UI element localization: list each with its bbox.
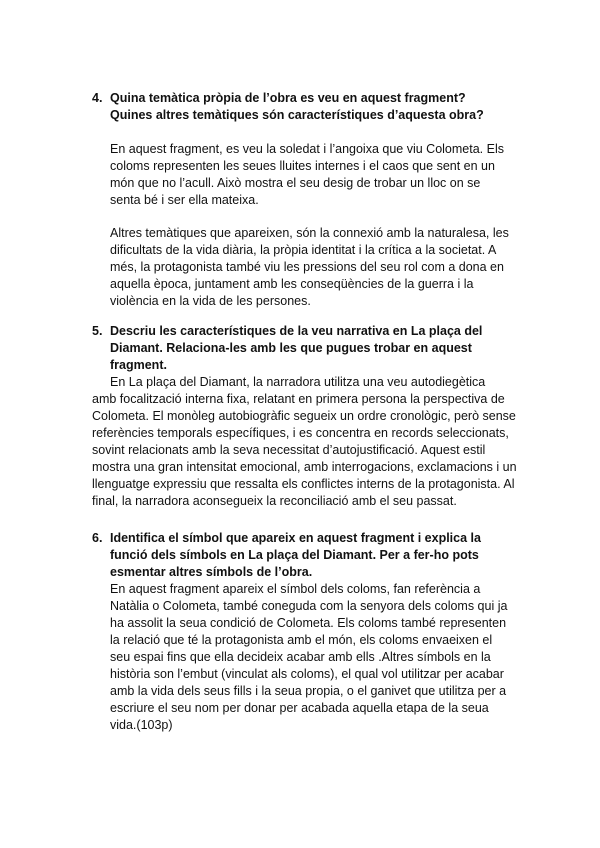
answer-6-paragraph [110, 581, 535, 734]
text-line: més, la protagonista també viu les pressions del seu rol com a dona en [110, 260, 504, 274]
text-line: món que no l’acull. Això mostra el seu desig de trobar un lloc on se [110, 176, 481, 190]
question-number: 5. [92, 324, 103, 338]
text-line: final, la narradora aconsegueix la reconciliació amb el seu passat. [92, 494, 457, 508]
answer-4-paragraph-2 [110, 225, 530, 310]
question-6-heading [92, 530, 532, 581]
answer-4-paragraph-1 [110, 141, 530, 209]
text-line: En aquest fragment, es veu la soledat i l’angoixa que viu Colometa. Els [110, 142, 504, 156]
text-line: En aquest fragment apareix el símbol dels coloms, fan referència a [110, 582, 481, 596]
text-line: Natàlia o Colometa, també coneguda com la senyora dels coloms qui ja [110, 599, 508, 613]
question-5-heading [92, 323, 532, 374]
question-line: Quines altres temàtiques són característiques d’aquesta obra? [110, 108, 484, 122]
question-line: Identifica el símbol que apareix en aquest fragment i explica la [110, 531, 481, 545]
text-line: Colometa. El monòleg autobiogràfic segueix un ordre cronològic, però sense [92, 409, 516, 423]
answer-5-paragraph [92, 374, 532, 510]
text-line: amb focalització interna fixa, relatant en primera persona la perspectiva de [92, 392, 505, 406]
question-line: esmentar altres símbols de l’obra. [110, 565, 313, 579]
question-line: Quina temàtica pròpia de l’obra es veu en aquest fragment? [110, 91, 466, 105]
text-line: la relació que té la protagonista amb el món, els coloms envaeixen el [110, 633, 493, 647]
text-line: Altres temàtiques que apareixen, són la connexió amb la naturalesa, les [110, 226, 509, 240]
question-number: 6. [92, 531, 103, 545]
text-line: mostra una gran intensitat emocional, amb interrogacions, exclamacions i un [92, 460, 517, 474]
question-line: fragment. [110, 358, 167, 372]
text-line: dificultats de la vida diària, la pròpia identitat i la crítica a la societat. A [110, 243, 497, 257]
question-4-heading [92, 90, 532, 124]
text-line: vida.(103p) [110, 718, 173, 732]
text-line: seu espai fins que ella decideix acabar amb ells .Altres símbols en la [110, 650, 491, 664]
text-line: ha assolit la seua condició de Colometa. Els coloms també representen [110, 616, 507, 630]
text-line: llenguatge expressiu que ressalta els conflictes interns de la protagonista. Al [92, 477, 515, 491]
text-line: aquella època, juntament amb les conseqüències de la guerra i la [110, 277, 474, 291]
text-line: En La plaça del Diamant, la narradora utilitza una veu autodiegètica [110, 375, 486, 389]
text-line: coloms representen les seues lluites internes i el caos que sent en un [110, 159, 495, 173]
question-line: funció dels símbols en La plaça del Diamant. Per a fer-ho pots [110, 548, 479, 562]
question-line: Descriu les característiques de la veu narrativa en La plaça del [110, 324, 483, 338]
text-line: escriure el seu nom per donar per acabada aquella etapa de la seua [110, 701, 489, 715]
text-line: referències temporals específiques, i es concentra en records seleccionats, [92, 426, 509, 440]
text-line: violència en la vida de les persones. [110, 294, 311, 308]
question-number: 4. [92, 91, 103, 105]
question-line: Diamant. Relaciona-les amb les que pugues trobar en aquest [110, 341, 472, 355]
text-line: sovint relacionats amb la seva necessitat d’autojustificació. Aquest estil [92, 443, 486, 457]
text-line: amb la vida dels seus fills i la seua propia, o el ganivet que utilitza per a [110, 684, 507, 698]
text-line: història son l’embut (vinculat als coloms), el qual vol utilitzar per acabar [110, 667, 504, 681]
text-line: senta bé i ser ella mateixa. [110, 193, 259, 207]
